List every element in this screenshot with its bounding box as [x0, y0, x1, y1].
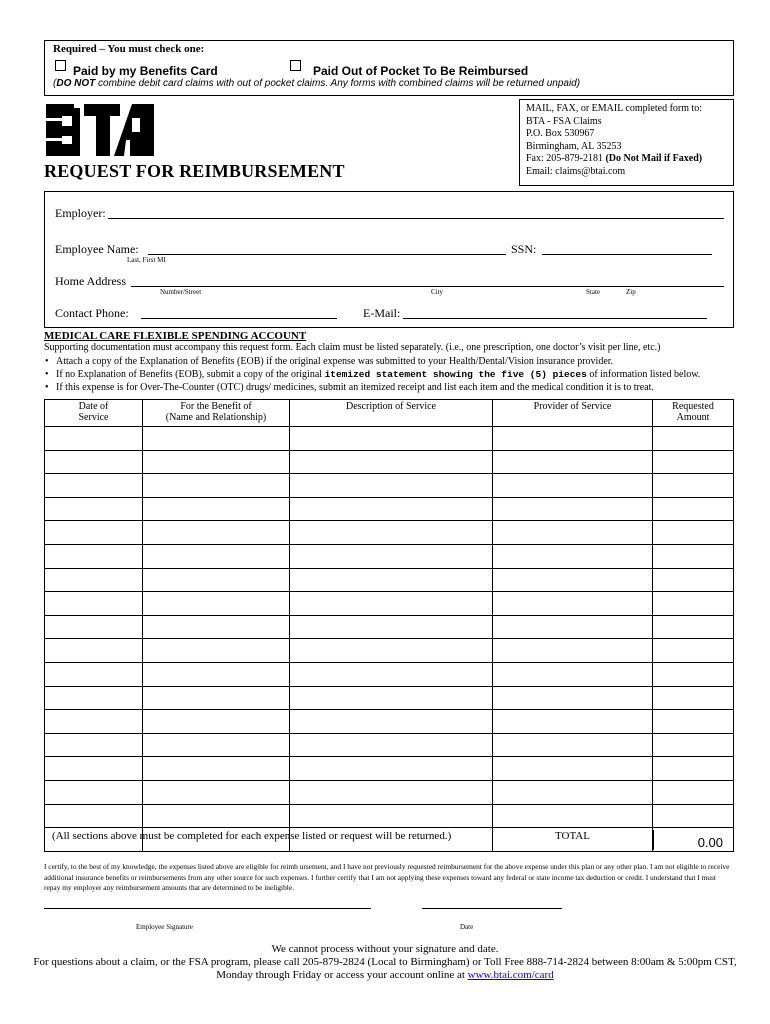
- table-cell[interactable]: [653, 639, 734, 663]
- table-cell[interactable]: [143, 710, 290, 734]
- table-cell[interactable]: [653, 544, 734, 568]
- col-date-header: Date of Service: [45, 400, 143, 427]
- table-cell[interactable]: [143, 639, 290, 663]
- required-selection-box: [44, 40, 734, 96]
- footer-notice: We cannot process without your signature and date.: [271, 943, 499, 955]
- contact-phone-label: Contact Phone:: [55, 306, 129, 320]
- email-line: Email: claims@btai.com: [526, 165, 626, 177]
- signature-field[interactable]: [44, 908, 371, 909]
- table-cell[interactable]: [45, 710, 143, 734]
- table-cell[interactable]: [290, 757, 493, 781]
- table-cell[interactable]: [290, 686, 493, 710]
- table-cell[interactable]: [493, 757, 653, 781]
- table-cell[interactable]: [143, 568, 290, 592]
- table-cell[interactable]: [493, 615, 653, 639]
- table-cell[interactable]: [45, 497, 143, 521]
- table-row: [45, 521, 734, 545]
- address-state-hint: State: [586, 288, 600, 296]
- address-street-hint: Number/Street: [160, 288, 202, 296]
- col-amount-header: Requested Amount: [653, 400, 734, 427]
- home-address-label: Home Address: [55, 274, 126, 288]
- table-cell[interactable]: [45, 427, 143, 451]
- table-cell[interactable]: [143, 615, 290, 639]
- benefits-card-checkbox[interactable]: [55, 60, 66, 71]
- employee-name-field[interactable]: [148, 254, 506, 255]
- mail-line: Birmingham, AL 35253: [526, 140, 622, 152]
- table-cell[interactable]: [143, 804, 290, 828]
- page-title: REQUEST FOR REIMBURSEMENT: [44, 161, 345, 181]
- table-cell[interactable]: [290, 639, 493, 663]
- section-intro: Supporting documentation must accompany this request form. Each claim must be listed separately. (i.e., one prescription, one doctor’s visit per line, etc.): [44, 342, 661, 353]
- table-row: [45, 804, 734, 828]
- table-cell[interactable]: [493, 544, 653, 568]
- home-address-field[interactable]: [131, 286, 724, 287]
- table-cell[interactable]: [143, 662, 290, 686]
- table-cell[interactable]: [143, 427, 290, 451]
- table-cell[interactable]: [493, 780, 653, 804]
- table-cell[interactable]: [653, 521, 734, 545]
- table-cell[interactable]: [493, 804, 653, 828]
- table-cell[interactable]: [653, 757, 734, 781]
- certification-text: I certify, to the best of my knowledge, the expenses listed above are eligible for reimb ursement, and I have not previously requested reimbursement for the above expense under this plan or any other plan. I am not eligible to receive additional insurance benefits or reimbursements from any other source for such expenses. I further certify that I am not applying these expenses toward any federal or state income tax deduction or credit. I understand that I must repay my employer any reimbursement amounts that are determined to be ineligible.: [44, 862, 730, 892]
- address-zip-hint: Zip: [626, 288, 636, 296]
- table-row: [45, 757, 734, 781]
- instruction-item: • If this expense is for Over-The-Counter (OTC) drugs/ medicines, submit an itemized receipt and list each item and the medical condition it is to treat.: [44, 382, 700, 395]
- table-cell[interactable]: [653, 733, 734, 757]
- table-cell[interactable]: [45, 544, 143, 568]
- table-row: [45, 427, 734, 451]
- table-row: [45, 639, 734, 663]
- table-cell[interactable]: [493, 639, 653, 663]
- table-row: [45, 592, 734, 616]
- table-cell[interactable]: [143, 497, 290, 521]
- table-cell[interactable]: [143, 521, 290, 545]
- table-cell[interactable]: [45, 757, 143, 781]
- email-field[interactable]: [403, 318, 707, 319]
- table-cell[interactable]: [653, 568, 734, 592]
- table-cell[interactable]: [493, 474, 653, 498]
- out-of-pocket-label: Paid Out of Pocket To Be Reimbursed: [313, 64, 529, 78]
- table-cell[interactable]: [653, 662, 734, 686]
- table-row: [45, 615, 734, 639]
- name-hint: Last, First MI: [127, 256, 166, 264]
- total-divider: [653, 830, 654, 850]
- date-field[interactable]: [422, 908, 562, 909]
- table-cell[interactable]: [143, 733, 290, 757]
- table-cell[interactable]: [653, 686, 734, 710]
- table-cell[interactable]: [45, 686, 143, 710]
- table-cell[interactable]: [290, 780, 493, 804]
- table-cell[interactable]: [45, 639, 143, 663]
- table-cell[interactable]: [653, 592, 734, 616]
- instruction-item: • Attach a copy of the Explanation of Benefits (EOB) if the original expense was submitted to your Health/Dental/Vision insurance provider.: [44, 356, 700, 369]
- table-row: [45, 474, 734, 498]
- address-city-hint: City: [431, 288, 444, 296]
- out-of-pocket-checkbox[interactable]: [290, 60, 301, 71]
- table-cell[interactable]: [493, 497, 653, 521]
- ssn-label: SSN:: [511, 242, 537, 256]
- mail-line: P.O. Box 530967: [526, 128, 595, 140]
- table-cell[interactable]: [143, 757, 290, 781]
- table-cell[interactable]: [493, 662, 653, 686]
- table-cell[interactable]: [653, 804, 734, 828]
- table-cell[interactable]: [45, 592, 143, 616]
- employee-name-label: Employee Name:: [55, 242, 139, 256]
- table-cell[interactable]: [493, 733, 653, 757]
- table-cell[interactable]: [143, 592, 290, 616]
- employer-field[interactable]: [108, 218, 724, 219]
- table-cell[interactable]: [493, 521, 653, 545]
- table-cell[interactable]: [143, 450, 290, 474]
- section-heading: MEDICAL CARE FLEXIBLE SPENDING ACCOUNT: [44, 330, 307, 342]
- total-note: (All sections above must be completed for each expense listed or request will be returned.): [52, 830, 452, 842]
- table-cell[interactable]: [290, 544, 493, 568]
- table-cell[interactable]: [493, 686, 653, 710]
- table-row: [45, 686, 734, 710]
- table-row: [45, 662, 734, 686]
- table-cell[interactable]: [493, 568, 653, 592]
- email-label: E-Mail:: [363, 306, 401, 320]
- total-row: [44, 830, 733, 850]
- table-cell[interactable]: [493, 450, 653, 474]
- employer-label: Employer:: [55, 206, 106, 220]
- benefits-card-label: Paid by my Benefits Card: [73, 64, 218, 78]
- table-cell[interactable]: [493, 592, 653, 616]
- table-cell[interactable]: [653, 474, 734, 498]
- table-cell[interactable]: [290, 427, 493, 451]
- table-cell[interactable]: [143, 686, 290, 710]
- table-cell[interactable]: [493, 710, 653, 734]
- table-row: [45, 780, 734, 804]
- fax-line: Fax: 205-879-2181 (Do Not Mail if Faxed): [526, 153, 703, 165]
- table-cell[interactable]: [45, 662, 143, 686]
- table-cell[interactable]: [290, 710, 493, 734]
- table-cell[interactable]: [653, 710, 734, 734]
- table-row: [45, 497, 734, 521]
- table-cell[interactable]: [290, 733, 493, 757]
- footer-online: Monday through Friday or access your account online at www.btai.com/card: [216, 969, 554, 981]
- date-label: Date: [460, 923, 474, 931]
- account-link[interactable]: www.btai.com/card: [467, 969, 554, 981]
- total-label: TOTAL: [555, 830, 590, 842]
- table-cell[interactable]: [653, 450, 734, 474]
- table-cell[interactable]: [45, 474, 143, 498]
- table-cell[interactable]: [45, 804, 143, 828]
- ssn-field[interactable]: [542, 254, 712, 255]
- employee-info-box: [44, 191, 734, 328]
- table-cell[interactable]: [290, 592, 493, 616]
- table-cell[interactable]: [143, 544, 290, 568]
- table-cell[interactable]: [290, 804, 493, 828]
- mail-line: BTA - FSA Claims: [526, 115, 602, 127]
- col-benefit-header: For the Benefit of (Name and Relationship): [143, 400, 290, 427]
- table-row: [45, 733, 734, 757]
- col-description-header: Description of Service: [290, 400, 493, 427]
- claims-table: [44, 399, 734, 852]
- total-value: 0.00: [697, 835, 723, 850]
- table-cell[interactable]: [290, 521, 493, 545]
- instruction-list: [44, 356, 700, 395]
- required-note: (DO NOT combine debit card claims with out of pocket claims. Any forms with combined claims will be returned unpaid): [53, 78, 581, 89]
- table-row: [45, 450, 734, 474]
- instruction-item: • If no Explanation of Benefits (EOB), submit a copy of the original itemized statement showing the five (5) pieces of information listed below.: [44, 369, 700, 382]
- table-cell[interactable]: [653, 780, 734, 804]
- col-provider-header: Provider of Service: [493, 400, 653, 427]
- table-cell[interactable]: [45, 733, 143, 757]
- table-cell[interactable]: [45, 615, 143, 639]
- bta-logo: [44, 100, 156, 158]
- table-cell[interactable]: [290, 615, 493, 639]
- table-row: [45, 710, 734, 734]
- table-header-row: [45, 400, 734, 427]
- table-cell[interactable]: [45, 450, 143, 474]
- required-title: Required – You must check one:: [53, 43, 205, 55]
- table-cell[interactable]: [653, 427, 734, 451]
- table-cell[interactable]: [290, 497, 493, 521]
- mail-line: MAIL, FAX, or EMAIL completed form to:: [526, 103, 703, 114]
- table-cell[interactable]: [653, 615, 734, 639]
- footer-contact: For questions about a claim, or the FSA program, please call 205-879-2824 (Local to Birmingham) or Toll Free 888-714-2824 between 8:00am & 5:00pm CST,: [33, 956, 737, 968]
- table-cell[interactable]: [290, 450, 493, 474]
- table-cell[interactable]: [45, 521, 143, 545]
- table-row: [45, 568, 734, 592]
- signature-label: Employee Signature: [136, 923, 193, 931]
- contact-phone-field[interactable]: [141, 318, 337, 319]
- table-cell[interactable]: [143, 780, 290, 804]
- table-cell[interactable]: [653, 497, 734, 521]
- table-cell[interactable]: [45, 780, 143, 804]
- table-cell[interactable]: [290, 568, 493, 592]
- mail-instructions: [519, 99, 734, 186]
- table-cell[interactable]: [143, 474, 290, 498]
- table-cell[interactable]: [290, 662, 493, 686]
- table-cell[interactable]: [290, 474, 493, 498]
- table-row: [45, 544, 734, 568]
- table-cell[interactable]: [45, 568, 143, 592]
- table-cell[interactable]: [493, 427, 653, 451]
